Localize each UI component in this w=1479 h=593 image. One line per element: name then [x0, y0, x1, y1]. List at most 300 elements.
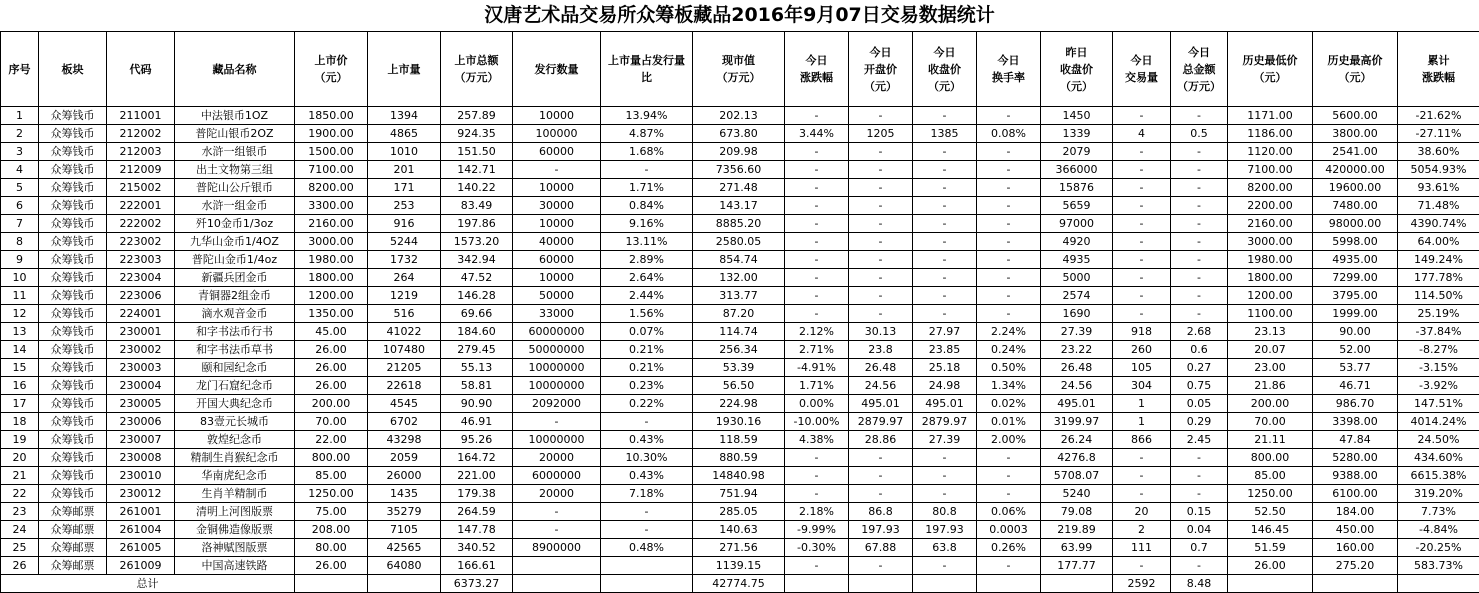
table-cell: 6	[1, 197, 39, 215]
table-cell: 264.59	[441, 503, 513, 521]
table-cell: 1250.00	[295, 485, 368, 503]
table-cell: 0.24%	[977, 341, 1041, 359]
table-cell: 14	[1, 341, 39, 359]
table-cell: -	[1113, 449, 1171, 467]
table-cell: -	[849, 305, 913, 323]
table-cell: 0.06%	[977, 503, 1041, 521]
table-cell: 4390.74%	[1398, 215, 1479, 233]
table-cell	[601, 557, 693, 575]
table-cell: 98000.00	[1313, 215, 1398, 233]
table-cell: 16	[1, 377, 39, 395]
table-cell: 20000	[513, 449, 601, 467]
table-cell: 85.00	[295, 467, 368, 485]
total-cell-empty	[913, 575, 977, 593]
table-cell: -	[1113, 107, 1171, 125]
table-cell: 800.00	[295, 449, 368, 467]
table-cell: -	[977, 449, 1041, 467]
table-cell: 23.85	[913, 341, 977, 359]
table-row	[1, 413, 1479, 431]
table-cell: 6000000	[513, 467, 601, 485]
table-cell: 673.80	[693, 125, 785, 143]
table-cell: 0.15	[1171, 503, 1228, 521]
table-cell: 215002	[107, 179, 175, 197]
table-cell: 366000	[1041, 161, 1113, 179]
table-cell: 7480.00	[1313, 197, 1398, 215]
column-header-line: （万元）	[454, 71, 499, 84]
table-cell: 95.26	[441, 431, 513, 449]
table-cell: 45.00	[295, 323, 368, 341]
table-cell: 1139.15	[693, 557, 785, 575]
table-cell: 1186.00	[1228, 125, 1313, 143]
table-cell: 516	[368, 305, 441, 323]
table-cell: 众筹钱币	[39, 341, 107, 359]
table-cell: -	[1171, 485, 1228, 503]
table-row	[1, 377, 1479, 395]
table-cell: 118.59	[693, 431, 785, 449]
table-cell: 众筹邮票	[39, 539, 107, 557]
table-cell: 众筹钱币	[39, 197, 107, 215]
column-header-line: 开盘价	[864, 62, 897, 76]
column-header-line: （元）	[864, 79, 897, 93]
table-cell: 20.07	[1228, 341, 1313, 359]
total-cell-empty	[513, 575, 601, 593]
column-header-line: （万元）	[1177, 79, 1221, 93]
table-cell: 5998.00	[1313, 233, 1398, 251]
table-cell: 146.45	[1228, 521, 1313, 539]
table-cell: 90.00	[1313, 323, 1398, 341]
table-cell: -	[1113, 233, 1171, 251]
table-cell: 7.73%	[1398, 503, 1479, 521]
table-cell: 众筹钱币	[39, 305, 107, 323]
table-cell: -	[1113, 197, 1171, 215]
table-cell: -4.91%	[785, 359, 849, 377]
table-cell: -	[1171, 449, 1228, 467]
table-cell: 434.60%	[1398, 449, 1479, 467]
table-cell: 261001	[107, 503, 175, 521]
table-cell: 166.61	[441, 557, 513, 575]
table-cell: 69.66	[441, 305, 513, 323]
table-cell: -	[1171, 107, 1228, 125]
table-cell: 70.00	[295, 413, 368, 431]
table-cell: 歼10金币1/3oz	[175, 215, 295, 233]
table-cell: 4276.8	[1041, 449, 1113, 467]
table-cell: 2160.00	[1228, 215, 1313, 233]
table-cell: -	[1171, 215, 1228, 233]
table-cell: 26.00	[295, 359, 368, 377]
table-row	[1, 359, 1479, 377]
table-cell: 261004	[107, 521, 175, 539]
table-cell: 222001	[107, 197, 175, 215]
table-cell: 龙门石窟纪念币	[175, 377, 295, 395]
table-cell: 56.50	[693, 377, 785, 395]
table-cell: 47.84	[1313, 431, 1398, 449]
table-cell: 4	[1113, 125, 1171, 143]
table-cell: 800.00	[1228, 449, 1313, 467]
table-cell: 7	[1, 215, 39, 233]
table-cell: 生肖羊精制币	[175, 485, 295, 503]
table-cell: 23.22	[1041, 341, 1113, 359]
table-cell: -	[1171, 269, 1228, 287]
table-cell: 85.00	[1228, 467, 1313, 485]
table-cell: 1200.00	[295, 287, 368, 305]
table-cell: 2.64%	[601, 269, 693, 287]
table-cell: 0.21%	[601, 341, 693, 359]
total-label: 总计	[1, 575, 295, 593]
table-cell: 924.35	[441, 125, 513, 143]
table-cell: 70.00	[1228, 413, 1313, 431]
table-cell: 24	[1, 521, 39, 539]
table-cell: -	[785, 485, 849, 503]
table-cell: 青铜器2组金币	[175, 287, 295, 305]
table-cell: 0.84%	[601, 197, 693, 215]
table-cell: 67.88	[849, 539, 913, 557]
table-cell: 2.12%	[785, 323, 849, 341]
table-cell: -	[977, 179, 1041, 197]
table-cell: 93.61%	[1398, 179, 1479, 197]
total-cell-empty	[849, 575, 913, 593]
table-cell: -	[977, 485, 1041, 503]
table-cell: 4545	[368, 395, 441, 413]
table-cell: 0.26%	[977, 539, 1041, 557]
table-cell: 22618	[368, 377, 441, 395]
table-cell: -3.92%	[1398, 377, 1479, 395]
table-cell: 7105	[368, 521, 441, 539]
table-cell: -9.99%	[785, 521, 849, 539]
column-header-line: （元）	[928, 79, 961, 93]
table-cell: 滴水观音金币	[175, 305, 295, 323]
table-cell: 1999.00	[1313, 305, 1398, 323]
table-cell: -10.00%	[785, 413, 849, 431]
table-cell: 10000000	[513, 377, 601, 395]
table-cell: 80.8	[913, 503, 977, 521]
table-cell: 众筹邮票	[39, 503, 107, 521]
table-cell: 2.89%	[601, 251, 693, 269]
column-header	[1, 32, 39, 107]
table-cell: 221.00	[441, 467, 513, 485]
table-cell: -	[977, 161, 1041, 179]
table-cell: 26.48	[1041, 359, 1113, 377]
table-cell: 223003	[107, 251, 175, 269]
table-cell: 261009	[107, 557, 175, 575]
table-cell: 4920	[1041, 233, 1113, 251]
table-body	[1, 107, 1479, 575]
table-cell: 1	[1113, 413, 1171, 431]
table-cell: 271.48	[693, 179, 785, 197]
total-cell-empty	[295, 575, 368, 593]
table-cell: -	[785, 287, 849, 305]
total-cell-empty	[1041, 575, 1113, 593]
table-cell: 23.8	[849, 341, 913, 359]
table-cell: -	[1171, 197, 1228, 215]
table-cell: 87.20	[693, 305, 785, 323]
table-cell: 209.98	[693, 143, 785, 161]
table-cell: 和字书法币草书	[175, 341, 295, 359]
table-cell: 53.77	[1313, 359, 1398, 377]
table-cell: 2.00%	[977, 431, 1041, 449]
column-header-line: 今日	[1188, 45, 1210, 59]
table-cell: 4935.00	[1313, 251, 1398, 269]
table-cell: 精制生肖猴纪念币	[175, 449, 295, 467]
table-cell: 275.20	[1313, 557, 1398, 575]
table-cell: -	[913, 467, 977, 485]
table-cell: 1900.00	[295, 125, 368, 143]
total-listing-amount: 6373.27	[441, 575, 513, 593]
table-cell: 7356.60	[693, 161, 785, 179]
table-cell: 10.30%	[601, 449, 693, 467]
table-cell: 230010	[107, 467, 175, 485]
table-cell: -	[849, 287, 913, 305]
table-row	[1, 161, 1479, 179]
table-cell: 7299.00	[1313, 269, 1398, 287]
column-header	[1313, 32, 1398, 107]
table-cell: 230004	[107, 377, 175, 395]
table-cell: 10	[1, 269, 39, 287]
table-cell: 3	[1, 143, 39, 161]
table-cell: 1800.00	[1228, 269, 1313, 287]
table-cell: 5708.07	[1041, 467, 1113, 485]
total-market-value: 42774.75	[693, 575, 785, 593]
table-cell: 60000	[513, 251, 601, 269]
table-row	[1, 269, 1479, 287]
table-cell: 众筹钱币	[39, 485, 107, 503]
table-cell: 14840.98	[693, 467, 785, 485]
column-header-line: 藏品名称	[212, 62, 257, 76]
table-cell: 257.89	[441, 107, 513, 125]
table-cell: 26000	[368, 467, 441, 485]
table-cell: 46.71	[1313, 377, 1398, 395]
table-cell: -	[1113, 485, 1171, 503]
table-cell: 222002	[107, 215, 175, 233]
table-cell: -	[913, 485, 977, 503]
table-cell: 1.56%	[601, 305, 693, 323]
table-cell: 197.86	[441, 215, 513, 233]
table-cell: 1	[1, 107, 39, 125]
table-cell: -	[785, 161, 849, 179]
table-cell: 230008	[107, 449, 175, 467]
table-cell: 212009	[107, 161, 175, 179]
column-header-line: 上市量	[387, 62, 421, 76]
column-header	[785, 32, 849, 107]
table-cell: 1171.00	[1228, 107, 1313, 125]
table-cell: -	[1171, 557, 1228, 575]
table-cell: 147.78	[441, 521, 513, 539]
table-cell: 916	[368, 215, 441, 233]
table-cell: -	[977, 251, 1041, 269]
table-cell: 171	[368, 179, 441, 197]
column-header-line: 收盘价	[1060, 62, 1093, 76]
table-cell: -	[601, 161, 693, 179]
table-cell: 1200.00	[1228, 287, 1313, 305]
column-header	[1398, 32, 1479, 107]
table-cell: 107480	[368, 341, 441, 359]
table-cell: 111	[1113, 539, 1171, 557]
column-header	[1041, 32, 1113, 107]
table-cell: 10000000	[513, 359, 601, 377]
table-cell: 开国大典纪念币	[175, 395, 295, 413]
column-header-line: 昨日	[1065, 45, 1088, 59]
column-header-line: 历史最低价	[1242, 54, 1298, 67]
table-cell: 224001	[107, 305, 175, 323]
column-header-line: 代码	[129, 62, 152, 76]
table-cell: 0.43%	[601, 467, 693, 485]
table-cell: 224.98	[693, 395, 785, 413]
table-row	[1, 287, 1479, 305]
table-cell: 2079	[1041, 143, 1113, 161]
table-cell: 27.39	[913, 431, 977, 449]
table-cell: 495.01	[1041, 395, 1113, 413]
table-cell: 5280.00	[1313, 449, 1398, 467]
table-cell: 25.19%	[1398, 305, 1479, 323]
table-cell: -	[849, 251, 913, 269]
table-cell: 2.18%	[785, 503, 849, 521]
table-cell: -	[1113, 287, 1171, 305]
table-cell: 2.71%	[785, 341, 849, 359]
table-cell: 223006	[107, 287, 175, 305]
table-cell: 2541.00	[1313, 143, 1398, 161]
table-cell: 230002	[107, 341, 175, 359]
table-cell: -	[849, 467, 913, 485]
table-cell: 4.38%	[785, 431, 849, 449]
column-header	[368, 32, 441, 107]
table-cell: -	[913, 215, 977, 233]
table-cell: 58.81	[441, 377, 513, 395]
table-cell: 15	[1, 359, 39, 377]
table-cell: 100000	[513, 125, 601, 143]
table-cell: 2160.00	[295, 215, 368, 233]
table-cell: 212002	[107, 125, 175, 143]
table-cell: 1350.00	[295, 305, 368, 323]
table-cell: 3199.97	[1041, 413, 1113, 431]
column-header-line: 板块	[61, 62, 84, 76]
table-cell: 21.86	[1228, 377, 1313, 395]
table-cell: -	[785, 179, 849, 197]
table-cell: -	[849, 179, 913, 197]
table-cell: 华南虎纪念币	[175, 467, 295, 485]
table-cell: 13.94%	[601, 107, 693, 125]
table-cell: 17	[1, 395, 39, 413]
column-header	[175, 32, 295, 107]
table-cell: 25.18	[913, 359, 977, 377]
table-cell: 九华山金币1/4OZ	[175, 233, 295, 251]
table-cell: 583.73%	[1398, 557, 1479, 575]
table-cell: -	[913, 179, 977, 197]
table-cell: 6702	[368, 413, 441, 431]
column-header-line: 今日	[997, 54, 1020, 67]
table-cell: -	[849, 269, 913, 287]
table-cell: -	[913, 161, 977, 179]
table-cell: 223004	[107, 269, 175, 287]
table-cell: 众筹钱币	[39, 161, 107, 179]
table-cell: 11	[1, 287, 39, 305]
table-cell: 35279	[368, 503, 441, 521]
table-cell: 212003	[107, 143, 175, 161]
table-cell: 15876	[1041, 179, 1113, 197]
table-cell: 1690	[1041, 305, 1113, 323]
table-cell: 1.68%	[601, 143, 693, 161]
table-cell: 中国高速铁路	[175, 557, 295, 575]
column-header-line: 今日	[805, 54, 828, 67]
table-cell: 1500.00	[295, 143, 368, 161]
table-cell: 2200.00	[1228, 197, 1313, 215]
table-cell: -	[1113, 161, 1171, 179]
table-cell: 24.56	[849, 377, 913, 395]
table-cell: 众筹钱币	[39, 215, 107, 233]
table-cell: 149.24%	[1398, 251, 1479, 269]
table-cell: -	[913, 269, 977, 287]
column-header-line: 收盘价	[928, 62, 961, 76]
table-cell: 众筹邮票	[39, 521, 107, 539]
total-cell-empty	[977, 575, 1041, 593]
column-header	[1171, 32, 1228, 107]
table-cell: 0.43%	[601, 431, 693, 449]
table-cell: -	[977, 233, 1041, 251]
table-cell: 26.48	[849, 359, 913, 377]
table-cell: -	[1171, 143, 1228, 161]
table-cell	[513, 557, 601, 575]
table-row	[1, 197, 1479, 215]
table-row	[1, 215, 1479, 233]
table-cell: 众筹钱币	[39, 179, 107, 197]
table-cell: 3300.00	[295, 197, 368, 215]
table-cell: 50000000	[513, 341, 601, 359]
column-header	[39, 32, 107, 107]
table-cell: 28.86	[849, 431, 913, 449]
table-cell: 142.71	[441, 161, 513, 179]
table-cell: 177.78%	[1398, 269, 1479, 287]
table-cell: 7.18%	[601, 485, 693, 503]
table-cell: 230006	[107, 413, 175, 431]
table-cell: 24.98	[913, 377, 977, 395]
table-cell: -	[513, 413, 601, 431]
table-cell: 866	[1113, 431, 1171, 449]
table-cell: 25	[1, 539, 39, 557]
table-cell: 151.50	[441, 143, 513, 161]
table-cell: -	[785, 305, 849, 323]
table-cell: 13.11%	[601, 233, 693, 251]
table-cell: 253	[368, 197, 441, 215]
table-cell: 众筹钱币	[39, 269, 107, 287]
table-cell: -	[1113, 557, 1171, 575]
table-cell: -	[1171, 233, 1228, 251]
column-header	[1113, 32, 1171, 107]
table-cell: 0.08%	[977, 125, 1041, 143]
table-cell: 79.08	[1041, 503, 1113, 521]
total-cell-empty	[1313, 575, 1398, 593]
table-cell: 2	[1, 125, 39, 143]
table-cell: -	[785, 557, 849, 575]
table-cell: 9	[1, 251, 39, 269]
table-cell: 64080	[368, 557, 441, 575]
table-cell: 3398.00	[1313, 413, 1398, 431]
table-cell: 52.50	[1228, 503, 1313, 521]
table-row	[1, 107, 1479, 125]
table-cell: 184.00	[1313, 503, 1398, 521]
table-cell: 普陀山银币2OZ	[175, 125, 295, 143]
table-cell: 97000	[1041, 215, 1113, 233]
table-cell: -	[1113, 251, 1171, 269]
total-cell-empty	[1228, 575, 1313, 593]
table-cell: 0.6	[1171, 341, 1228, 359]
total-row	[1, 575, 1479, 593]
table-cell: 0.23%	[601, 377, 693, 395]
total-cell-empty	[1398, 575, 1479, 593]
table-cell: 132.00	[693, 269, 785, 287]
table-cell: 143.17	[693, 197, 785, 215]
table-cell: 2.68	[1171, 323, 1228, 341]
table-cell: -	[513, 521, 601, 539]
table-cell: 1100.00	[1228, 305, 1313, 323]
table-cell: 30000	[513, 197, 601, 215]
